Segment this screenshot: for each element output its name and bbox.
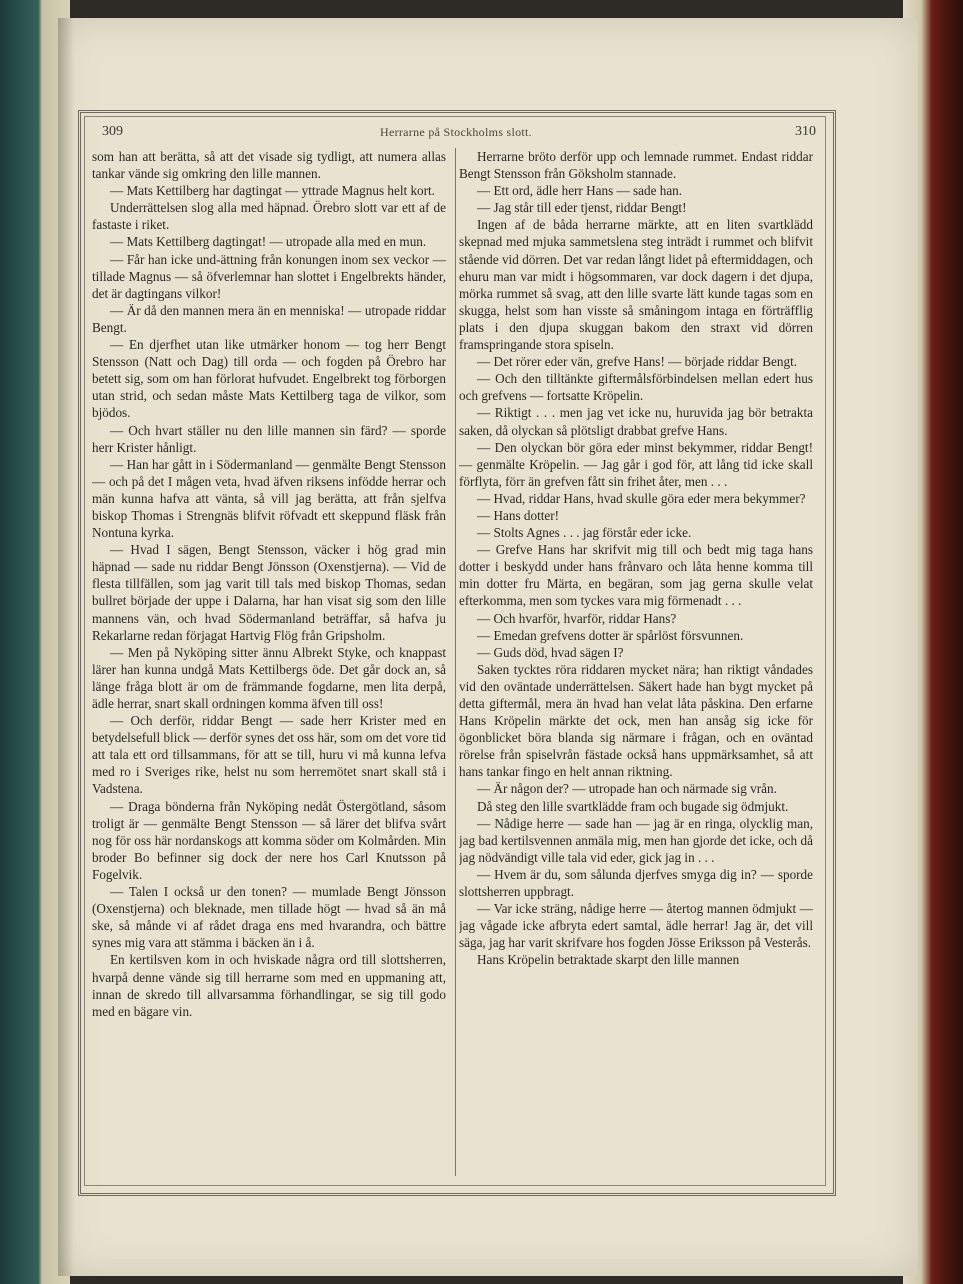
left-page-number: 309 xyxy=(102,124,123,139)
paragraph: — Draga bönderna från Nyköping nedåt Östergötland, såsom troligt är — genmälte Bengt Stensson — så lärer det blifva svårt nog för oss här nordanskogs att komma söder om Kolmården. Min broder Bo befinner sig dock der nere hos Carl Knutsson på Fogelvik. xyxy=(92,798,446,882)
paragraph: — Jag står till eder tjenst, riddar Bengt! xyxy=(477,200,687,216)
paragraph: — Men på Nyköping sitter ännu Albrekt Styke, och knappast lärer han kunna undgå Mats Kettilbergs öde. Det går dock an, så länge fråga blott är om de främmande fogdarne, men lita derpå, ädle herrar, snart skall ordningen komma äfven till oss! xyxy=(92,644,446,711)
paragraph: — Det rörer eder vän, grefve Hans! — började riddar Bengt. xyxy=(477,354,798,370)
paragraph: som han att berätta, så att det visade sig tydligt, att numera allas tankar vände sig omkring den lille mannen. xyxy=(92,149,446,182)
paragraph: — Ett ord, ädle herr Hans — sade han. xyxy=(477,183,683,199)
running-title: Herrarne på Stockholms slott. xyxy=(379,125,532,139)
paragraph: — Och hvart ställer nu den lille mannen sin färd? — sporde herr Krister hånligt. xyxy=(92,422,446,455)
paragraph: — Mats Kettilberg har dagtingat — yttrade Magnus helt kort. xyxy=(110,183,435,199)
paragraph: — Nådige herre — sade han — jag är en ringa, olycklig man, jag bad kertilsvennen anmäla mig, men han gjorde det icke, och då jag nödvändigt ville tala vid eder, gick jag in . . . xyxy=(459,815,813,865)
paragraph: — Är någon der? — utropade han och närmade sig vrån. xyxy=(477,781,777,797)
spine-shadow xyxy=(58,18,74,1276)
paragraph: — Guds död, hvad sägen I? xyxy=(477,644,624,660)
paragraph: — Hvem är du, som sålunda djerfves smyga dig in? — sporde slottsherren uppbragt. xyxy=(459,866,813,900)
column-divider xyxy=(455,148,456,1176)
paragraph: Saken tycktes röra riddaren mycket nära; han riktigt våndades vid den oväntade underrättelsen. Säkert hade han bygt mycket på detta giftermål, mera än hvad han velat låta påskina. Den erfarne Hans Kröpelin märkte det ock, men han ansåg sig icke för ögonblicket böra blanda sig närmare i frågan, och en oväntad rörelse från spiselvrån fästade också hans uppmärksamhet, så att hans tankar fingo en helt annan riktning. xyxy=(459,661,813,780)
paragraph: — Stolts Agnes . . . jag förstår eder icke. xyxy=(477,525,692,541)
paragraph: — Den olyckan bör göra eder minst bekymmer, riddar Bengt! — genmälte Kröpelin. — Jag går i god för, att lång tid icke skall förflyta, förr än grefven fått sin frihet åter, men . . . xyxy=(459,439,813,489)
paragraph: — Och den tilltänkte giftermålsförbindelsen mellan edert hus och grefvens — fortsatte Kröpelin. xyxy=(459,371,813,404)
paragraph: En kertilsven kom in och hviskade några ord till slottsherren, hvarpå denne vände sig till herrarne som med en uppmaning att, innan de skredo till allvarsamma förhandlingar, se sig till godo med en bägare vin. xyxy=(92,952,446,1019)
paragraph: Då steg den lille svartklädde fram och bugade sig ödmjukt. xyxy=(477,798,789,814)
paragraph: Underrättelsen slog alla med häpnad. Örebro slott var ett af de fastaste i riket. xyxy=(92,200,446,233)
paragraph: — Mats Kettilberg dagtingat! — utropade alla med en mun. xyxy=(110,234,427,250)
paragraph: — Var icke sträng, nådige herre — återtog mannen ödmjukt — jag vågade icke afbryta edert samtal, ädle herrar! Jag är, det vill säga, jag har varit skrifvare hos fogden Jösse Eriksson på Vesterås. xyxy=(459,901,813,951)
right-text-column xyxy=(459,148,813,1178)
right-page-number: 310 xyxy=(795,124,816,139)
paragraph: — Grefve Hans har skrifvit mig till och bedt mig taga hans dotter i beskydd under hans frånvaro och låta henne komma till min dotter fru Märta, en begäran, som jag gerna skulle velat efterkomma, men som tyckes vara mig förmenadt . . . xyxy=(459,542,813,609)
paragraph: — Riktigt . . . men jag vet icke nu, huruvida jag bör betrakta saken, då olyckan så plötsligt drabbat grefve Hans. xyxy=(459,405,813,438)
paragraph: — Är då den mannen mera än en menniska! — utropade riddar Bengt. xyxy=(92,302,446,335)
paragraph: Herrarne bröto derför upp och lemnade rummet. Endast riddar Bengt Stensson från Göksholm stannade. xyxy=(459,149,813,182)
paragraph: — Får han icke und-ättning från konungen inom sex veckor — tillade Magnus — så öfverlemnar han slottet i Engelbrekts händer, det är dagtingans vilkor! xyxy=(92,251,446,301)
paragraph: — Emedan grefvens dotter är spårlöst försvunnen. xyxy=(477,627,744,643)
paragraph: — Och derför, riddar Bengt — sade herr Krister med en betydelsefull blick — derför synes det oss här, som om det vore tid att tala ett ord tillsammans, för att se till, huru vi må kunna lefva med ro i Sveriges rike, helst nu som herremötet snart skall stå i Vadstena. xyxy=(92,713,446,797)
left-text-column xyxy=(92,148,446,1178)
paragraph: — Hans dotter! xyxy=(477,507,560,523)
paragraph: — Talen I också ur den tonen? — mumlade Bengt Jönsson (Oxenstjerna) och bleknade, men tillade högt — hvad så än må ske, så månde vi af rådet draga ens med hvarandra, och bättre synes mig vara att stämma i bäcken än i å. xyxy=(92,884,446,951)
paragraph: — Hvad I sägen, Bengt Stensson, väcker i hög grad min häpnad — sade nu riddar Bengt Jönsson (Oxenstjerna). — Vid de flesta tillfällen, som jag varit till tals med biskop Thomas, sedan bullret började der uppe i Dalarna, har han visat sig som den lille mannens vän, och hvad Södermanland beträffar, så hafva ju Rekarlarne redan förjagat Hartvig Flög från Gripsholm. xyxy=(92,542,446,643)
page-header xyxy=(96,124,816,146)
paragraph: Hans Kröpelin betraktade skarpt den lille mannen xyxy=(477,952,740,968)
paragraph: — Hvad, riddar Hans, hvad skulle göra eder mera bekymmer? xyxy=(477,490,806,506)
paragraph: — Och hvarför, hvarför, riddar Hans? xyxy=(477,610,677,626)
paragraph: — Han har gått in i Södermanland — genmälte Bengt Stensson — och på det I mågen veta, hvad äfven riksens infödde herrar och män kunna hafva att vänta, så vill jag berätta, att från sjelfva biskop Thomas i Strengnäs blifvit röfvadt ett skeppund fläsk från Nontuna kyrka. xyxy=(92,456,446,541)
paragraph: — En djerfhet utan like utmärker honom — tog herr Bengt Stensson (Natt och Dag) till orda — och fogden på Örebro har betett sig, som om han förlorat hufvudet. Engelbrekt tog förborgen utan strid, och sedan måste Mats Kettilberg taga de vilkor, som bjödos. xyxy=(92,337,446,421)
paragraph: Ingen af de båda herrarne märkte, att en liten svartklädd skepnad med mjuka sammetslena steg inträdt i rummet och blifvit stående vid dörren. Det var redan långt lidet på eftermiddagen, och ehuru man var midt i högsommaren, var dock dagern i det djupa, mörka rummet så svag, att den lille svarte lätt kunde tagas som en skugga, helst som han visste så småningom intaga en förträfflig plats i den djupa skuggan bakom den straxt vid dörren framspringande stora spiseln. xyxy=(459,217,813,353)
